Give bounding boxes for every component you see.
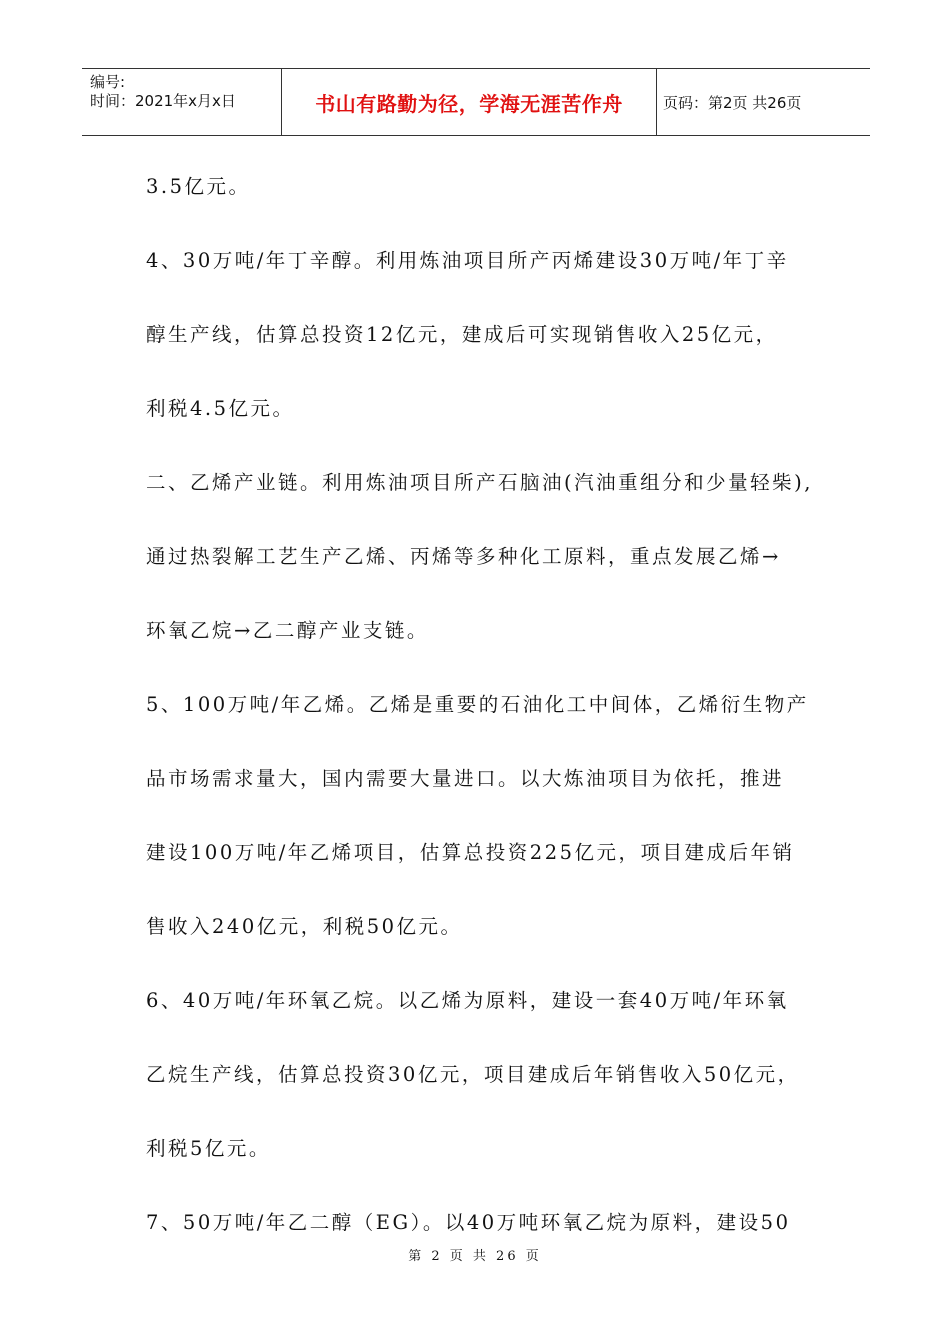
- body-line: 7、50万吨/年乙二醇（EG）。以40万吨环氧乙烷为原料，建设50: [146, 1211, 791, 1234]
- page-header: [82, 68, 870, 136]
- body-line: 4、30万吨/年丁辛醇。利用炼油项目所产丙烯建设30万吨/年丁辛: [146, 249, 789, 272]
- document-time-label: 时间：2021年x月x日: [90, 92, 236, 110]
- header-motto-cell: [282, 69, 657, 135]
- body-line: 二、乙烯产业链。利用炼油项目所产石脑油(汽油重组分和少量轻柴),: [146, 471, 813, 494]
- body-line: 通过热裂解工艺生产乙烯、丙烯等多种化工原料，重点发展乙烯→: [146, 545, 781, 568]
- body-line: 3.5亿元。: [146, 175, 251, 198]
- header-page-code: 页码：第2页 共26页: [663, 93, 802, 112]
- body-line: 利税5亿元。: [146, 1137, 271, 1160]
- body-line: 建设100万吨/年乙烯项目，估算总投资225亿元，项目建成后年销: [146, 841, 795, 864]
- body-line: 5、100万吨/年乙烯。乙烯是重要的石油化工中间体，乙烯衍生物产: [146, 693, 809, 716]
- body-line: 售收入240亿元，利税50亿元。: [146, 915, 463, 938]
- page-footer: 第 2 页 共 26 页: [408, 1249, 542, 1264]
- body-line: 环氧乙烷→乙二醇产业支链。: [146, 619, 429, 642]
- body-line: 乙烷生产线，估算总投资30亿元，项目建成后年销售收入50亿元，: [146, 1063, 800, 1086]
- body-line: 利税4.5亿元。: [146, 397, 295, 420]
- header-motto: 书山有路勤为径，学海无涯苦作舟: [315, 91, 623, 116]
- header-page-cell: [657, 69, 870, 135]
- body-line: 醇生产线，估算总投资12亿元，建成后可实现销售收入25亿元，: [146, 323, 778, 346]
- document-number-label: 编号:: [90, 73, 126, 91]
- body-line: 6、40万吨/年环氧乙烷。以乙烯为原料，建设一套40万吨/年环氧: [146, 989, 789, 1012]
- body-line: 品市场需求量大，国内需要大量进口。以大炼油项目为依托，推进: [146, 767, 785, 790]
- header-meta-cell: [82, 69, 282, 135]
- document-body: [146, 150, 816, 1260]
